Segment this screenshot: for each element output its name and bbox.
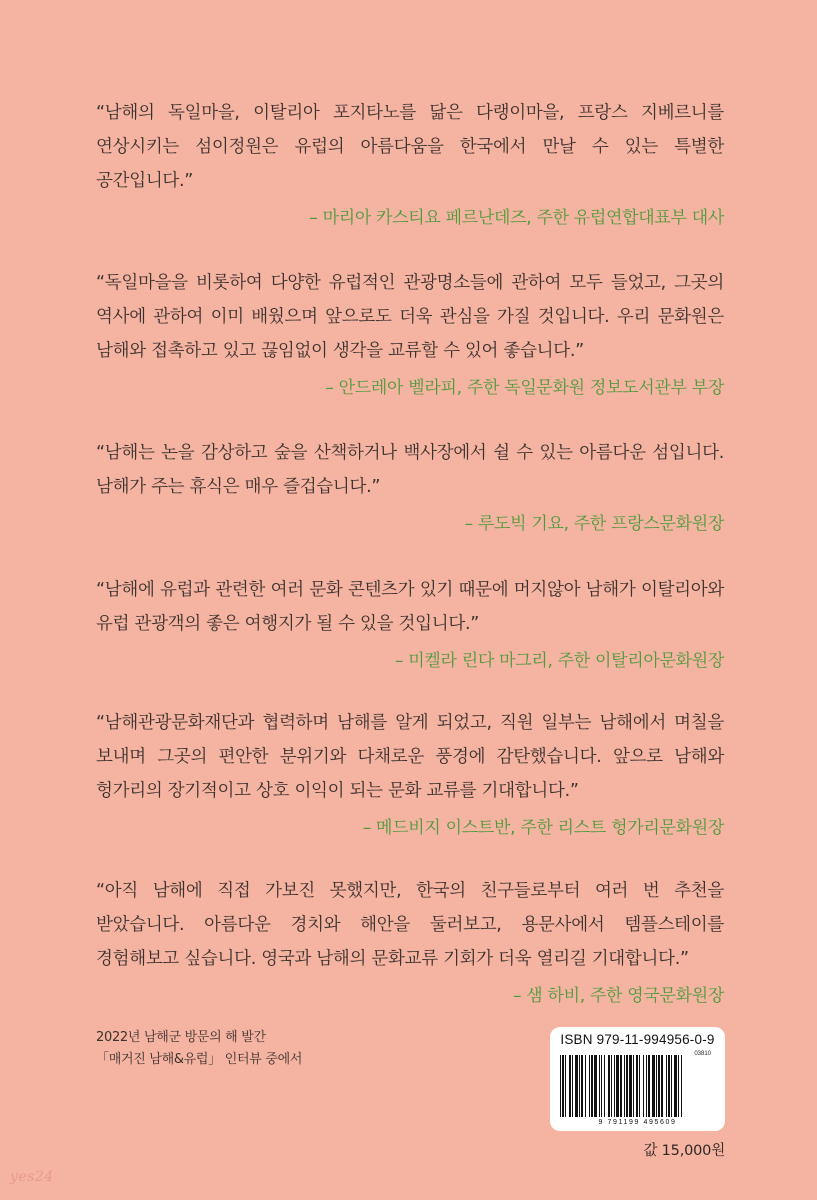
quote-block	[96, 874, 724, 1008]
quote-text: “남해에 유럽과 관련한 여러 문화 콘텐츠가 있기 때문에 머지않아 남해가 이탈리아와 유럽 관광객의 좋은 여행지가 될 수 있을 것입니다.”	[96, 580, 724, 634]
quote-text: “남해는 논을 감상하고 숲을 산책하거나 백사장에서 쉴 수 있는 아름다운 섬입니다. 남해가 주는 휴식은 매우 즐겁습니다.”	[96, 443, 724, 497]
quote-attribution: – 메드비지 이스트반, 주한 리스트 헝가리문화원장	[362, 818, 724, 838]
quote-attribution: – 안드레아 벨라피, 주한 독일문화원 정보도서관부 부장	[325, 378, 724, 398]
quote-attribution: – 루도빅 기요, 주한 프랑스문화원장	[464, 514, 724, 534]
quote-text: “독일마을을 비롯하여 다양한 유럽적인 관광명소들에 관하여 모두 들었고, 그곳의 역사에 관하여 이미 배웠으며 앞으로도 더욱 관심을 가질 것입니다. 우리 문화원은 남해와 접촉하고 있고 끊임없이 생각을 교류할 수 있어 좋습니다.”	[96, 273, 724, 361]
price: 값 15,000원	[643, 1143, 725, 1159]
barcode-icon	[558, 1055, 718, 1119]
publication-source: 「매거진 남해&유럽」 인터뷰 중에서	[96, 1052, 303, 1067]
isbn-barcode-box	[550, 1027, 725, 1131]
barcode-digits: 9 791199 495609	[598, 1119, 677, 1126]
quote-attribution: – 미켈라 린다 마그리, 주한 이탈리아문화원장	[394, 651, 724, 671]
quote-block	[96, 266, 724, 400]
isbn-label: ISBN 979-11-994956-0-9	[560, 1032, 715, 1047]
quote-block	[96, 436, 724, 536]
quote-block	[96, 96, 724, 230]
isbn-addon-code: 03810	[694, 1051, 711, 1057]
quote-text: “아직 남해에 직접 가보진 못했지만, 한국의 친구들로부터 여러 번 추천을 받았습니다. 아름다운 경치와 해안을 둘러보고, 용문사에서 템플스테이를 경험해보고 싶습니다. 영국과 남해의 문화교류 기회가 더욱 열리길 기대합니다.”	[96, 881, 724, 969]
quote-attribution: – 샘 하비, 주한 영국문화원장	[512, 986, 724, 1006]
publication-line: 2022년 남해군 방문의 해 발간	[96, 1030, 266, 1045]
quote-text: “남해관광문화재단과 협력하며 남해를 알게 되었고, 직원 일부는 남해에서 며칠을 보내며 그곳의 편안한 분위기와 다채로운 풍경에 감탄했습니다. 앞으로 남해와 헝가리의 장기적이고 상호 이익이 되는 문화 교류를 기대합니다.”	[96, 713, 724, 801]
quote-block	[96, 706, 724, 840]
quote-attribution: – 마리아 카스티요 페르난데즈, 주한 유럽연합대표부 대사	[309, 208, 724, 228]
publication-note	[96, 1027, 302, 1071]
quote-text: “남해의 독일마을, 이탈리아 포지타노를 닮은 다랭이마을, 프랑스 지베르니를 연상시키는 섬이정원은 유럽의 아름다움을 한국에서 만날 수 있는 특별한 공간입니다.”	[96, 103, 724, 191]
watermark-logo: yes24	[10, 1169, 54, 1185]
quote-block	[96, 573, 724, 673]
